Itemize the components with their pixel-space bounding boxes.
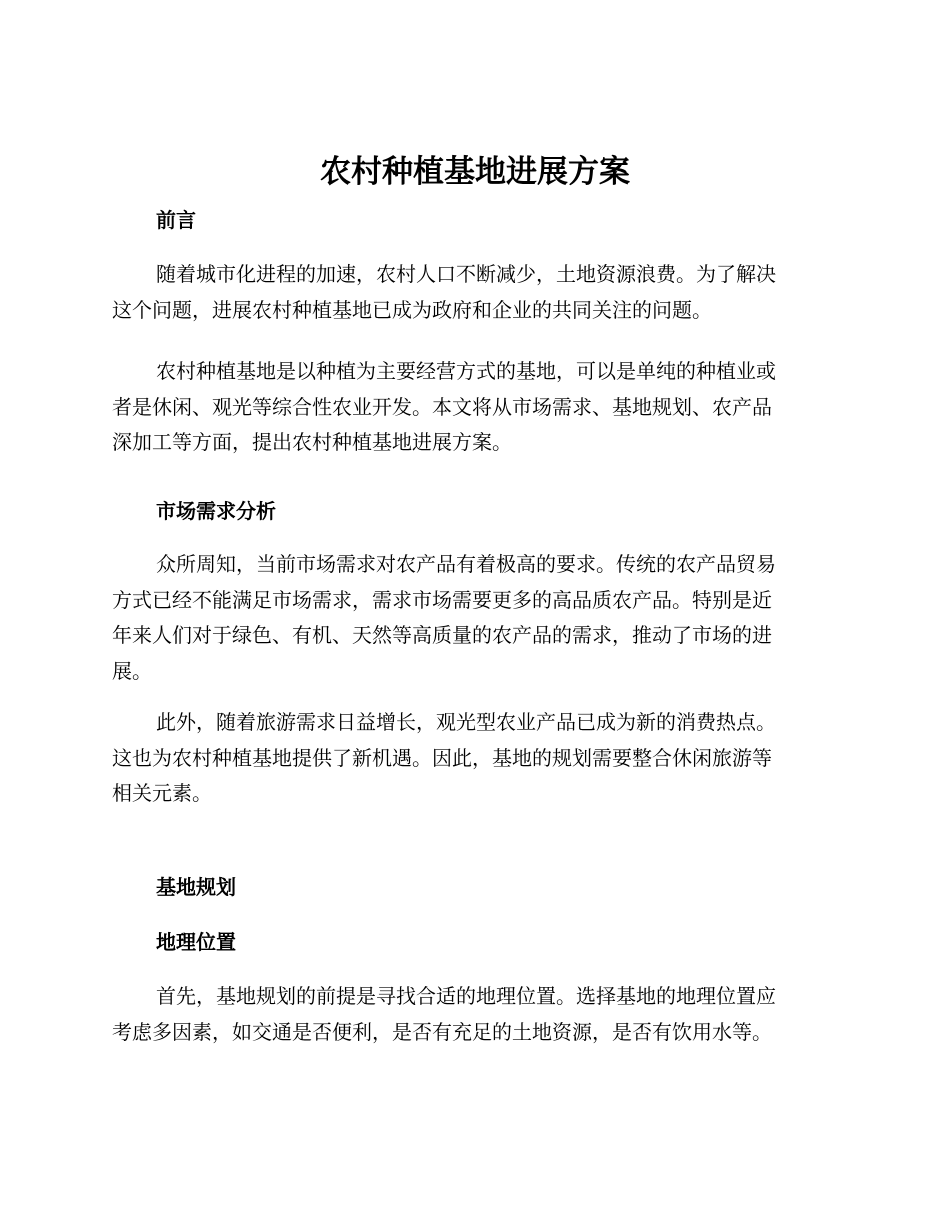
paragraph-line: 农村种植基地是以种植为主要经营方式的基地，可以是单纯的种植业或 [156, 359, 776, 383]
paragraph-line: 此外，随着旅游需求日益增长，观光型农业产品已成为新的消费热点。 [156, 710, 776, 734]
paragraph-line: 展。 [112, 658, 152, 683]
paragraph-line: 者是休闲、观光等综合性农业开发。本文将从市场需求、基地规划、农产品 [112, 394, 772, 419]
paragraph-line: 方式已经不能满足市场需求，需求市场需要更多的高品质农产品。特别是近 [112, 587, 772, 612]
paragraph-line: 年来人们对于绿色、有机、天然等高质量的农产品的需求，推动了市场的进 [112, 623, 772, 647]
paragraph-line: 首先，基地规划的前提是寻找合适的地理位置。选择基地的地理位置应 [156, 984, 776, 1008]
section-heading-location: 地理位置 [156, 930, 236, 954]
paragraph-market-2 [112, 705, 832, 812]
document-title: 农村种植基地进展方案 [320, 154, 630, 190]
paragraph-line: 众所周知，当前市场需求对农产品有着极高的要求。传统的农产品贸易 [156, 552, 776, 576]
paragraph-market-1 [112, 547, 832, 689]
section-heading-base-planning: 基地规划 [156, 875, 236, 899]
paragraph-location-1 [112, 979, 832, 1050]
paragraph-line: 相关元素。 [112, 781, 212, 805]
paragraph-preface-1 [112, 257, 832, 328]
paragraph-line: 深加工等方面，提出农村种植基地进展方案。 [112, 430, 512, 454]
paragraph-line: 考虑多因素，如交通是否便利，是否有充足的土地资源，是否有饮用水等。 [112, 1019, 772, 1044]
paragraph-line: 随着城市化进程的加速，农村人口不断减少，土地资源浪费。为了解决 [156, 262, 776, 286]
section-heading-market-analysis: 市场需求分析 [156, 499, 276, 523]
paragraph-line: 这也为农村种植基地提供了新机遇。因此，基地的规划需要整合休闲旅游等 [112, 745, 772, 770]
section-heading-preface: 前言 [156, 208, 196, 232]
paragraph-line: 这个问题，进展农村种植基地已成为政府和企业的共同关注的问题。 [112, 297, 712, 322]
paragraph-preface-2 [112, 354, 832, 461]
